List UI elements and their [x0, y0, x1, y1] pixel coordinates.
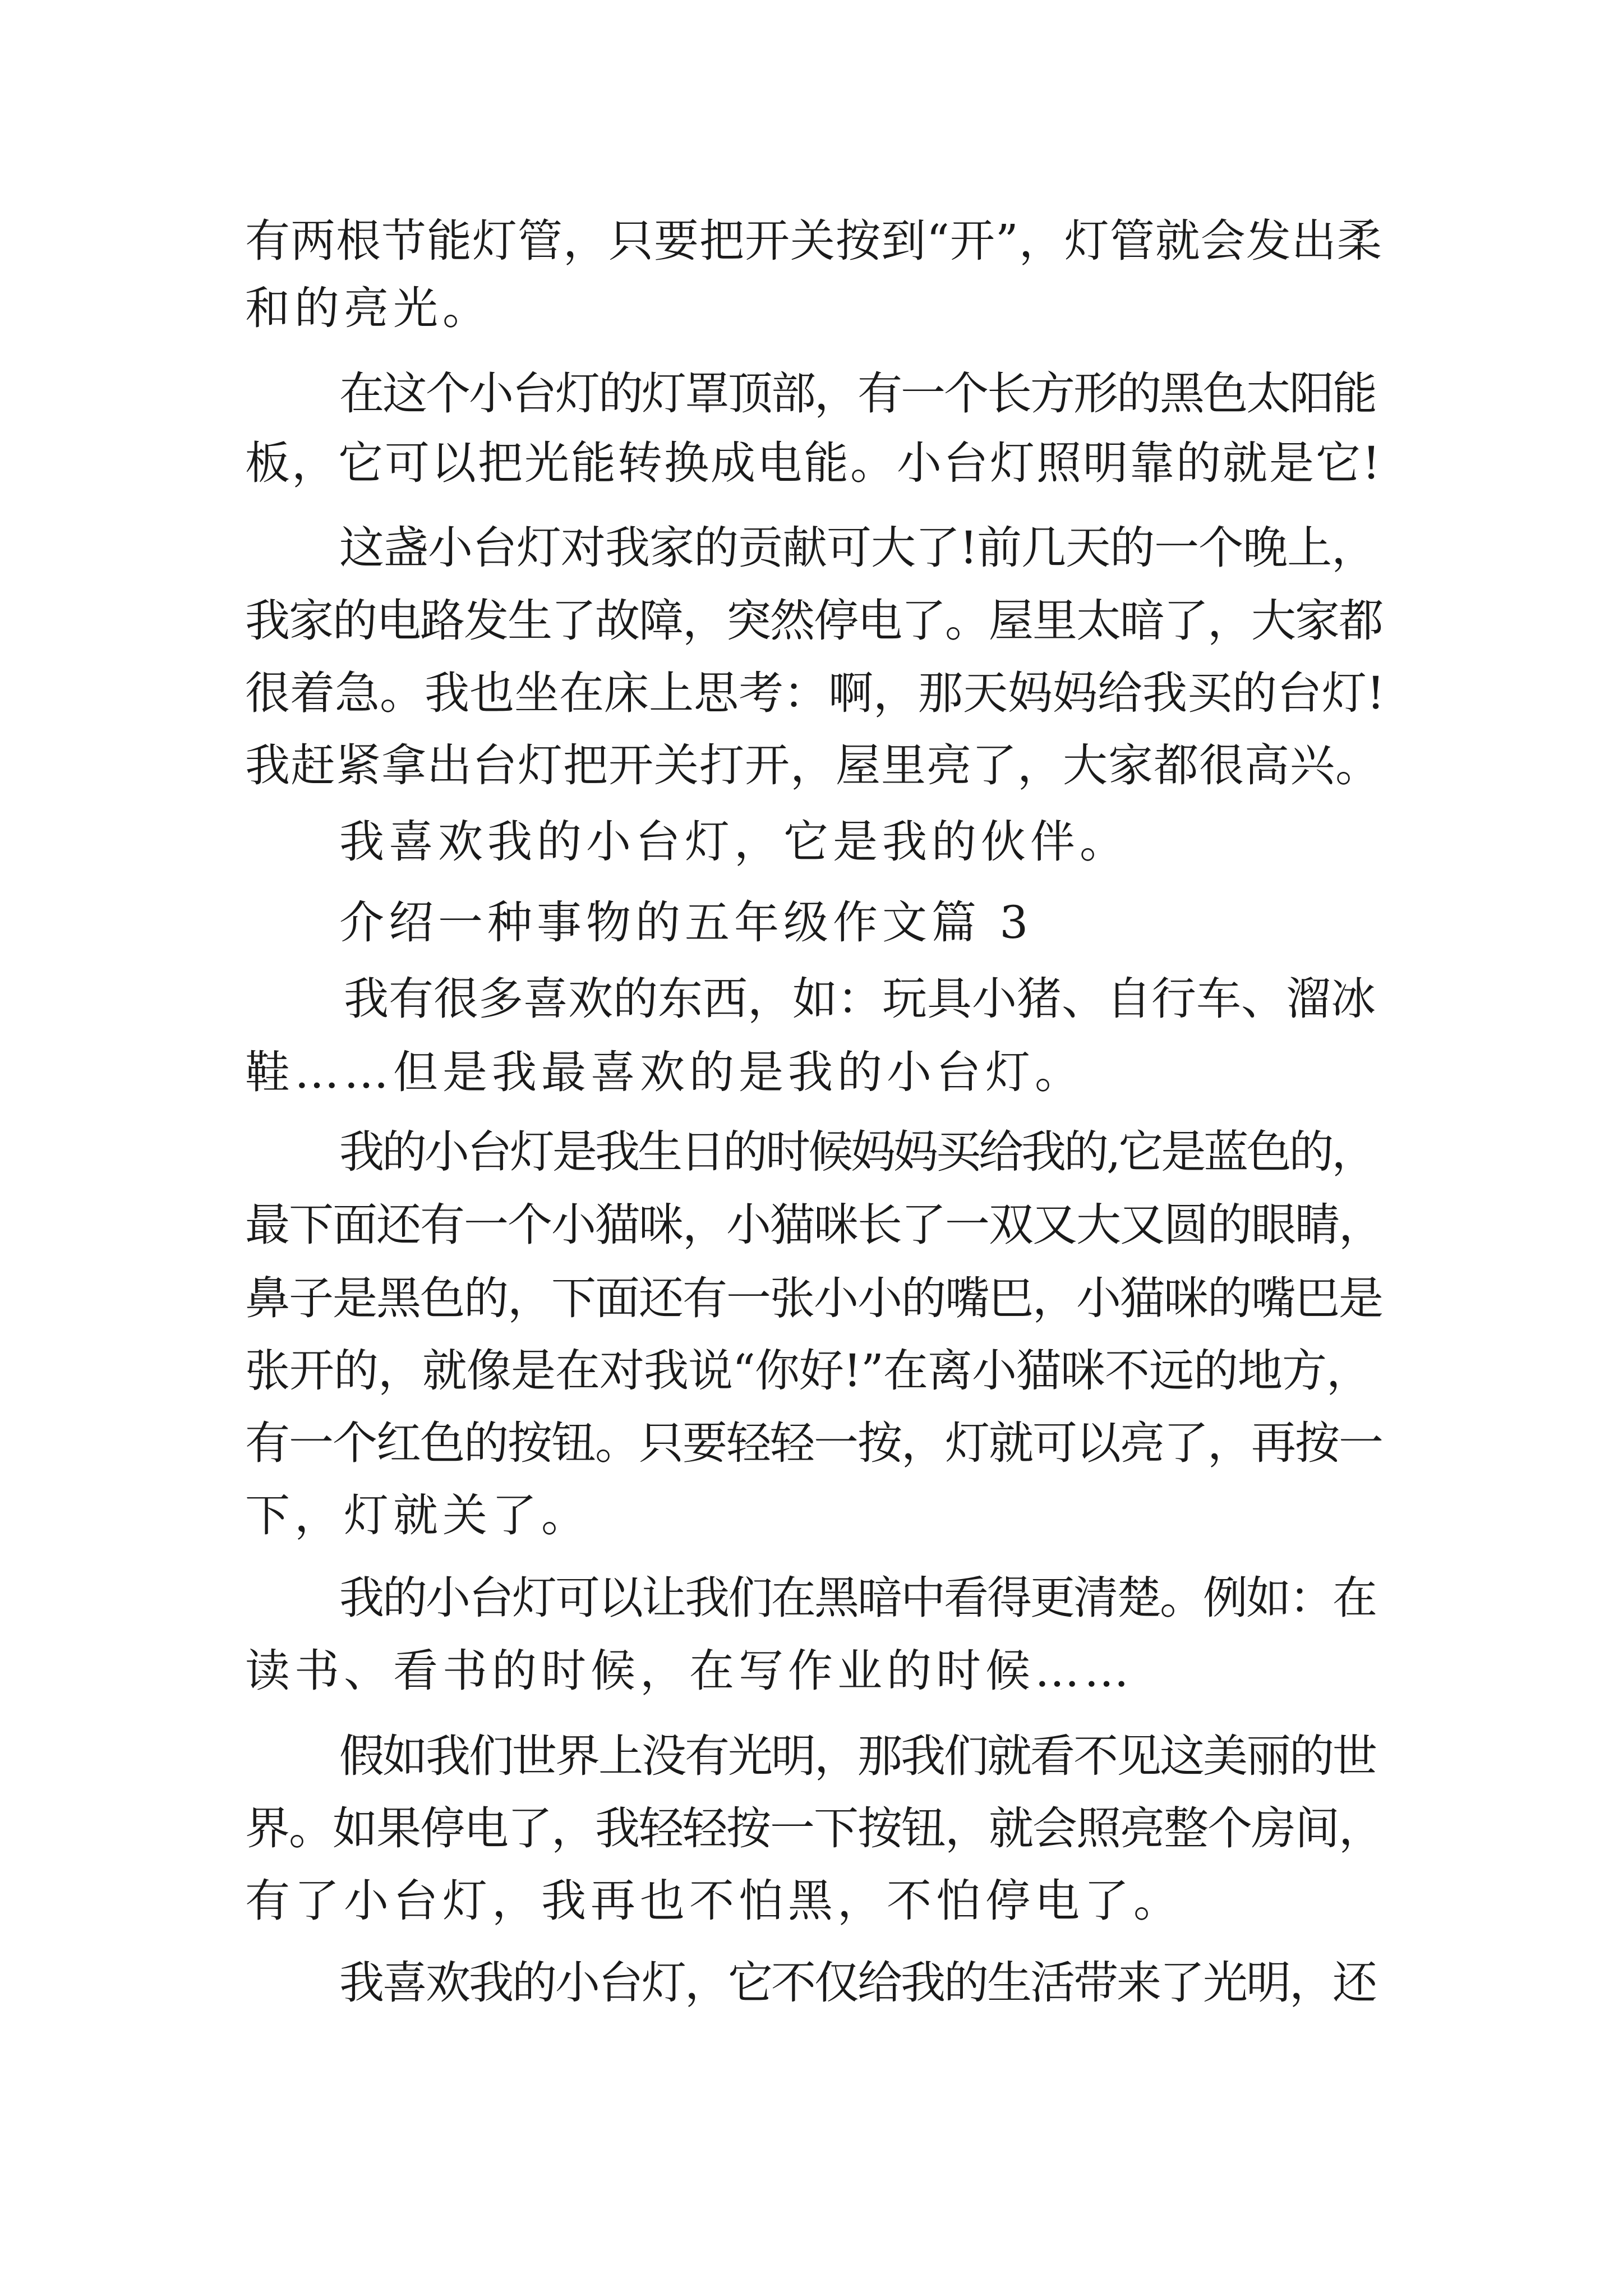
text-line: 有了小台灯，我再也不怕黑，不怕停电了。 — [245, 1875, 1183, 1927]
text-line: 很着急。我也坐在床上思考：啊，那天妈妈给我买的台灯! — [245, 667, 1385, 719]
text-line: 假如我们世界上没有光明，那我们就看不见这美丽的世 — [339, 1730, 1376, 1782]
text-line: 读书、看书的时候，在写作业的时候…… — [245, 1645, 1133, 1697]
text-line: 这盏小台灯对我家的贡献可大了!前几天的一个晚上， — [339, 522, 1376, 574]
text-line: 下，灯就关了。 — [245, 1489, 591, 1542]
text-line: 鞋……但是我最喜欢的是我的小台灯。 — [245, 1046, 1084, 1098]
text-line: 张开的，就像是在对我说“你好!”在离小猫咪不远的地方， — [245, 1345, 1371, 1397]
text-line: 我喜欢我的小台灯，它是我的伙伴。 — [339, 816, 1129, 868]
text-line: 在这个小台灯的灯罩顶部，有一个长方形的黑色太阳能 — [339, 367, 1376, 420]
text-line: 和的亮光。 — [245, 282, 492, 334]
text-line: 板，它可以把光能转换成电能。小台灯照明靠的就是它! — [245, 437, 1382, 489]
text-line: 我赶紧拿出台灯把开关打开，屋里亮了，大家都很高兴。 — [245, 739, 1381, 792]
text-line: 我有很多喜欢的东西，如：玩具小猪、自行车、溜冰 — [344, 973, 1376, 1025]
text-line: 我的小台灯可以让我们在黑暗中看得更清楚。例如：在 — [339, 1572, 1376, 1624]
text-line: 鼻子是黑色的，下面还有一张小小的嘴巴，小猫咪的嘴巴是 — [245, 1272, 1382, 1324]
text-line: 我家的电路发生了故障，突然停电了。屋里太暗了，大家都 — [245, 595, 1382, 647]
text-line: 有一个红色的按钮。只要轻轻一按，灯就可以亮了，再按一 — [245, 1417, 1382, 1469]
text-line: 有两根节能灯管，只要把开关按到“开”，灯管就会发出柔 — [245, 215, 1382, 267]
text-line: 我的小台灯是我生日的时候妈妈买给我的,它是蓝色的， — [339, 1126, 1375, 1178]
text-line: 最下面还有一个小猫咪，小猫咪长了一双又大又圆的眼睛， — [245, 1199, 1382, 1251]
section-heading: 介绍一种事物的五年级作文篇 3 — [339, 896, 1033, 949]
text-line: 界。如果停电了，我轻轻按一下按钮，就会照亮整个房间， — [245, 1802, 1382, 1855]
text-line: 我喜欢我的小台灯，它不仅给我的生活带来了光明，还 — [339, 1957, 1376, 2009]
